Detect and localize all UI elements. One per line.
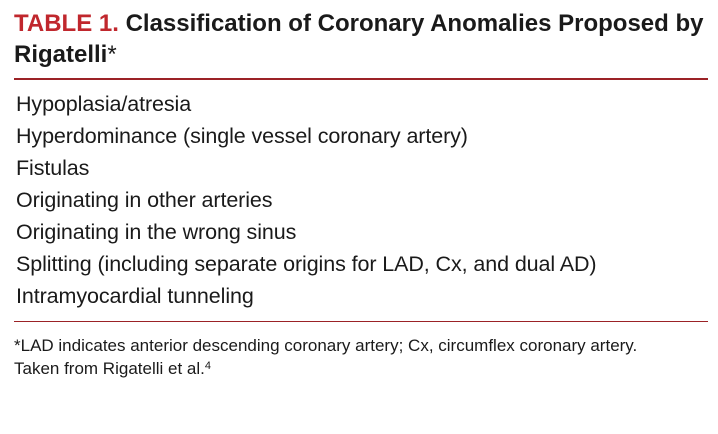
list-item: Originating in other arteries: [16, 188, 273, 212]
table-title-text: Classification of Coronary Anomalies Proposed by Rigatelli: [14, 10, 704, 68]
table-footnotes: [14, 322, 708, 379]
source-text: Taken from Rigatelli et al.: [14, 359, 205, 378]
list-item: Hypoplasia/atresia: [16, 92, 192, 116]
reference-number: 4: [204, 360, 211, 372]
abbreviation-footnote: *LAD indicates anterior descending coronary artery; Cx, circumflex coronary artery.: [14, 336, 638, 355]
table-1: [14, 8, 708, 381]
title-footnote-marker: *: [107, 41, 117, 68]
list-item: Fistulas: [16, 156, 90, 180]
source-footnote: [14, 358, 708, 379]
table-label: TABLE 1.: [14, 10, 119, 37]
classification-list: [14, 80, 708, 321]
list-item: Hyperdominance (single vessel coronary artery): [16, 124, 468, 148]
list-item: Splitting (including separate origins for LAD, Cx, and dual AD): [16, 252, 597, 276]
list-item: Originating in the wrong sinus: [16, 220, 297, 244]
table-title: [14, 8, 708, 70]
list-item: Intramyocardial tunneling: [16, 284, 254, 308]
